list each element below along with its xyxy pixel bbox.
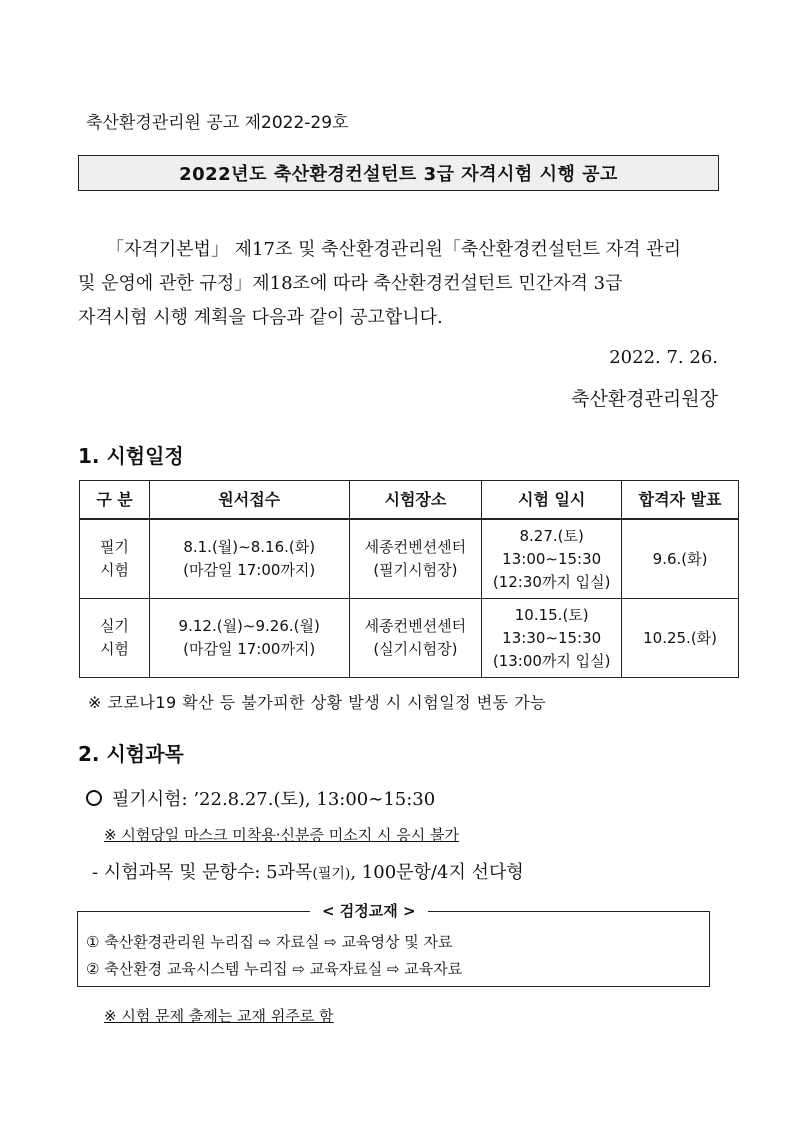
textbook-line-2: ② 축산환경 교육시스템 누리집 ⇨ 교육자료실 ⇨ 교육자료 (86, 960, 463, 978)
cell-line: (마감일 17:00까지) (183, 640, 316, 658)
page-title-text: 2022년도 축산환경컨설턴트 3급 자격시험 시행 공고 (179, 164, 618, 185)
subjects-suffix: , 100문항/4지 선다형 (350, 862, 524, 883)
table-cell-type (80, 599, 150, 678)
cell-line: 8.27.(토) (519, 526, 584, 545)
cell-line: 8.1.(월)∼8.16.(화) (183, 538, 316, 556)
schedule-note: ※ 코로나19 확산 등 불가피한 상황 발생 시 시험일정 변동 가능 (88, 693, 547, 712)
cell-line: 세종컨벤션센터 (364, 617, 467, 635)
table-cell-place (349, 599, 482, 678)
section2-heading: 2. 시험과목 (78, 742, 184, 766)
table-header: 구 분 (80, 481, 150, 520)
table-row (80, 519, 739, 599)
table-cell-result: 9.6.(화) (622, 519, 739, 599)
subjects-prefix: - 시험과목 및 문항수: 5과목 (92, 862, 313, 883)
announcement-date: 2022. 7. 26. (609, 347, 718, 368)
table-cell-time (482, 599, 622, 678)
issuer: 축산환경관리원장 (571, 388, 718, 410)
body-line-1: 「자격기본법」 제17조 및 축산환경관리원「축산환경컨설턴트 자격 관리 (106, 239, 681, 260)
cell-line: (13:00까지 입실) (492, 651, 611, 670)
cell-line: 세종컨벤션센터 (364, 538, 467, 556)
cell-line: 9.12.(월)∼9.26.(월) (178, 617, 320, 635)
mask-note: ※ 시험당일 마스크 미착용·신분증 미소지 시 응시 불가 (104, 826, 460, 844)
page-title (78, 155, 719, 191)
textbook-box-title: < 검정교재 > (310, 900, 428, 921)
subjects-small: (필기) (312, 866, 351, 882)
table-cell-apply (149, 519, 349, 599)
cell-line: 13:00∼15:30 (502, 549, 602, 568)
written-exam-item (86, 785, 435, 811)
table-header: 시험 일시 (482, 481, 622, 520)
table-cell-type (80, 519, 150, 599)
body-line-3: 자격시험 시행 계획을 다음과 같이 공고합니다. (78, 307, 443, 328)
table-header: 시험장소 (349, 481, 482, 520)
table-header: 합격자 발표 (622, 481, 739, 520)
circle-bullet-icon (86, 790, 102, 806)
body-paragraph (78, 233, 718, 335)
table-cell-time (482, 519, 622, 599)
section1-heading: 1. 시험일정 (78, 444, 184, 468)
written-exam-text: 필기시험: ’22.8.27.(토), 13:00∼15:30 (112, 789, 436, 810)
cell-line: 실기 (99, 617, 129, 635)
body-line-2: 및 운영에 관한 규정」제18조에 따라 축산환경컨설턴트 민간자격 3급 (78, 273, 623, 294)
exam-note: ※ 시험 문제 출제는 교재 위주로 함 (104, 1007, 334, 1025)
table-cell-place (349, 519, 482, 599)
cell-line: 13:30∼15:30 (502, 628, 602, 647)
cell-line: 시험 (99, 561, 129, 579)
subjects-line (92, 858, 524, 884)
cell-line: (필기시험장) (373, 561, 458, 579)
cell-line: (12:30까지 입실) (492, 572, 611, 591)
schedule-table (79, 480, 739, 678)
cell-line: 10.15.(토) (514, 605, 589, 624)
table-header-row (80, 481, 739, 520)
table-header: 원서접수 (149, 481, 349, 520)
cell-line: 필기 (99, 538, 129, 556)
table-cell-apply (149, 599, 349, 678)
notice-number: 축산환경관리원 공고 제2022-29호 (86, 113, 349, 133)
cell-line: 시험 (99, 640, 129, 658)
textbook-line-1: ① 축산환경관리원 누리집 ⇨ 자료실 ⇨ 교육영상 및 자료 (86, 933, 453, 951)
cell-line: (실기시험장) (373, 640, 458, 658)
table-row (80, 599, 739, 678)
table-cell-result: 10.25.(화) (622, 599, 739, 678)
cell-line: (마감일 17:00까지) (183, 561, 316, 579)
